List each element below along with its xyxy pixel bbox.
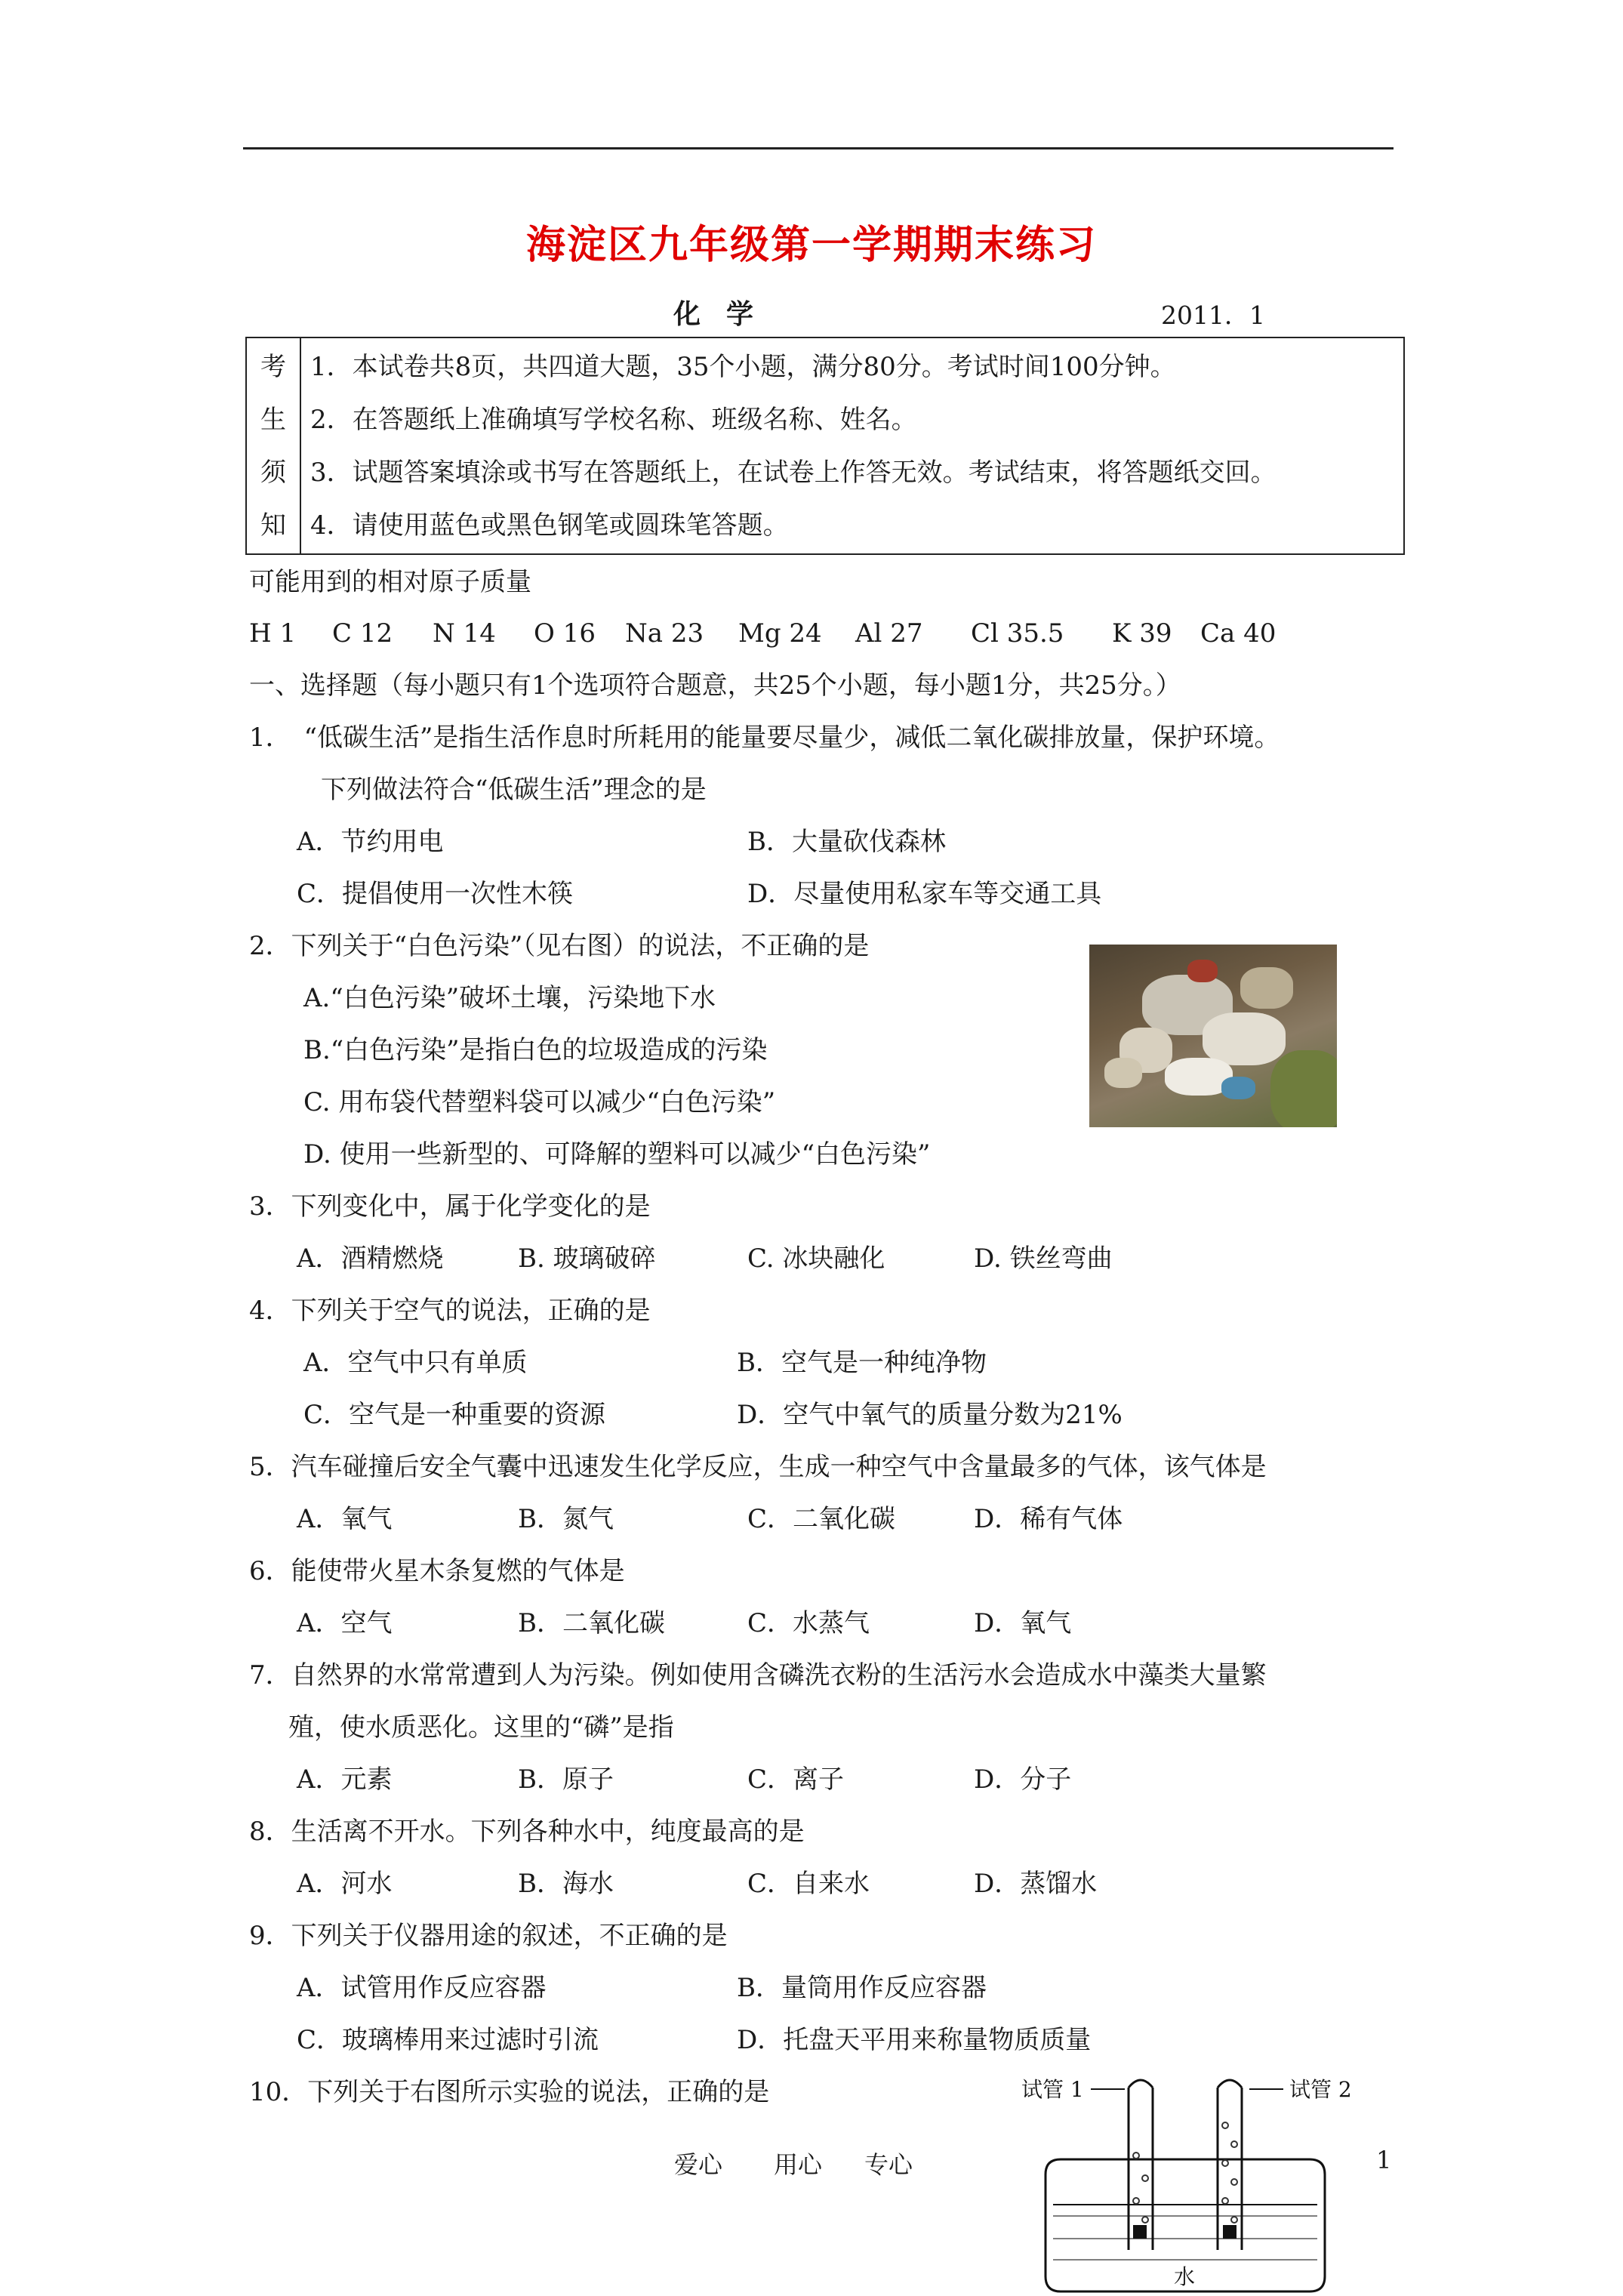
option-d: D．分子 [974, 1764, 1072, 1795]
section-heading: 一、选择题（每小题只有1个选项符合题意，共25个小题，每小题1分，共25分。） [249, 670, 1181, 701]
notice-rule: 3．试题答案填涂或书写在答题纸上，在试卷上作答无效。考试结束，将答题纸交回。 [310, 458, 1277, 488]
option-c: C．玻璃棒用来过滤时引流 [297, 2025, 599, 2055]
header-rule [243, 147, 1394, 149]
question-stem: 10．下列关于右图所示实验的说法，正确的是 [249, 2077, 770, 2107]
tube-2-label: 试管 2 [1289, 2077, 1352, 2102]
notice-side-char: 考 [260, 352, 286, 382]
electrolysis-diagram [1015, 2065, 1355, 2296]
option-d: D. 使用一些新型的、可降解的塑料可以减少“白色污染” [303, 1139, 931, 1170]
atomic-mass-item: Na 23 [625, 618, 704, 649]
option-d: D．尽量使用私家车等交通工具 [747, 879, 1102, 909]
footer-motto-2: 用心 [774, 2150, 823, 2179]
atomic-mass-item: O 16 [534, 618, 596, 649]
notice-side-char: 须 [260, 458, 286, 488]
option-b: B．海水 [518, 1869, 614, 1899]
option-a: A．氧气 [297, 1504, 393, 1534]
option-b: B．量筒用作反应容器 [737, 1973, 987, 2003]
test-tube-1 [1129, 2080, 1153, 2250]
electrode-2 [1223, 2225, 1236, 2239]
notice-side-char: 生 [260, 405, 286, 435]
question-stem: 7．自然界的水常常遭到人为污染。例如使用含磷洗衣粉的生活污水会造成水中藻类大量繁 [249, 1660, 1267, 1690]
option-a: A．酒精燃烧 [297, 1244, 444, 1274]
option-a: A．空气 [297, 1608, 393, 1638]
option-b: B.“白色污染”是指白色的垃圾造成的污染 [303, 1035, 768, 1065]
question-stem: 9．下列关于仪器用途的叙述，不正确的是 [249, 1921, 728, 1951]
option-d: D．托盘天平用来称量物质质量 [737, 2025, 1092, 2055]
electrode-1 [1133, 2225, 1147, 2239]
footer-motto-1: 爱心 [674, 2150, 723, 2179]
option-b: B．大量砍伐森林 [747, 827, 946, 857]
exam-date: 2011．1 [1161, 300, 1265, 330]
option-b: B．原子 [518, 1764, 614, 1795]
page-number: 1 [1376, 2146, 1392, 2174]
question-stem: 4．下列关于空气的说法，正确的是 [249, 1296, 651, 1326]
atomic-mass-item: H 1 [249, 618, 297, 649]
option-d: D．稀有气体 [974, 1504, 1123, 1534]
question-stem: 6．能使带火星木条复燃的气体是 [249, 1556, 625, 1586]
option-c: C. 用布袋代替塑料袋可以减少“白色污染” [303, 1087, 776, 1117]
option-a: A．试管用作反应容器 [297, 1973, 547, 2003]
option-d: D．氧气 [974, 1608, 1072, 1638]
option-d: D．蒸馏水 [974, 1869, 1098, 1899]
notice-rule: 2．在答题纸上准确填写学校名称、班级名称、姓名。 [310, 405, 917, 435]
option-c: C．水蒸气 [747, 1608, 870, 1638]
option-d: D. 铁丝弯曲 [974, 1244, 1113, 1274]
question-stem: 2．下列关于“白色污染”（见右图）的说法，不正确的是 [249, 931, 870, 961]
question-stem: 5．汽车碰撞后安全气囊中迅速发生化学反应，生成一种空气中含量最多的气体，该气体是 [249, 1452, 1267, 1482]
option-a: A．河水 [297, 1869, 393, 1899]
option-c: C．空气是一种重要的资源 [303, 1400, 606, 1430]
question-stem: 下列做法符合“低碳生活”理念的是 [321, 775, 707, 805]
water-label: 水 [1174, 2264, 1196, 2289]
notice-side-label [247, 338, 301, 553]
test-tube-2 [1218, 2080, 1242, 2250]
atomic-mass-item: N 14 [433, 618, 496, 649]
footer-motto-3: 专心 [864, 2150, 913, 2179]
question-stem: 3．下列变化中，属于化学变化的是 [249, 1191, 651, 1222]
option-d: D．空气中氧气的质量分数为21% [737, 1400, 1123, 1430]
option-b: B．氮气 [518, 1504, 614, 1534]
atomic-mass-item: C 12 [332, 618, 393, 649]
tube-1-label: 试管 1 [1021, 2077, 1084, 2102]
option-c: C. 冰块融化 [747, 1244, 885, 1274]
page-title: 海淀区九年级第一学期期末练习 [525, 222, 1097, 268]
white-pollution-photo [1089, 945, 1337, 1127]
option-c: C．自来水 [747, 1869, 870, 1899]
option-b: B．空气是一种纯净物 [737, 1348, 987, 1378]
question-stem: 殖，使水质恶化。这里的“磷”是指 [288, 1712, 674, 1743]
subject-label: 化学 [673, 298, 780, 330]
option-a: A．节约用电 [297, 827, 444, 857]
notice-rule: 1．本试卷共8页，共四道大题，35个小题，满分80分。考试时间100分钟。 [310, 352, 1176, 382]
option-a: A．元素 [297, 1764, 393, 1795]
option-c: C．离子 [747, 1764, 845, 1795]
exam-notice-box [245, 337, 1405, 555]
option-c: C．提倡使用一次性木筷 [297, 879, 574, 909]
option-b: B．二氧化碳 [518, 1608, 665, 1638]
option-c: C．二氧化碳 [747, 1504, 896, 1534]
question-stem: 1． “低碳生活”是指生活作息时所耗用的能量要尽量少，减低二氧化碳排放量，保护环境。 [249, 723, 1280, 753]
atomic-mass-heading: 可能用到的相对原子质量 [249, 567, 531, 597]
atomic-mass-item: Al 27 [855, 618, 923, 649]
atomic-mass-item: Cl 35.5 [971, 618, 1064, 649]
option-b: B. 玻璃破碎 [518, 1244, 656, 1274]
atomic-mass-item: K 39 [1112, 618, 1172, 649]
atomic-mass-item: Mg 24 [738, 618, 822, 649]
option-a: A.“白色污染”破坏土壤，污染地下水 [303, 983, 716, 1013]
notice-rule: 4．请使用蓝色或黑色钢笔或圆珠笔答题。 [310, 510, 789, 541]
option-a: A．空气中只有单质 [303, 1348, 528, 1378]
question-stem: 8．生活离不开水。下列各种水中，纯度最高的是 [249, 1817, 805, 1847]
atomic-mass-item: Ca 40 [1200, 618, 1277, 649]
notice-side-char: 知 [260, 510, 286, 541]
